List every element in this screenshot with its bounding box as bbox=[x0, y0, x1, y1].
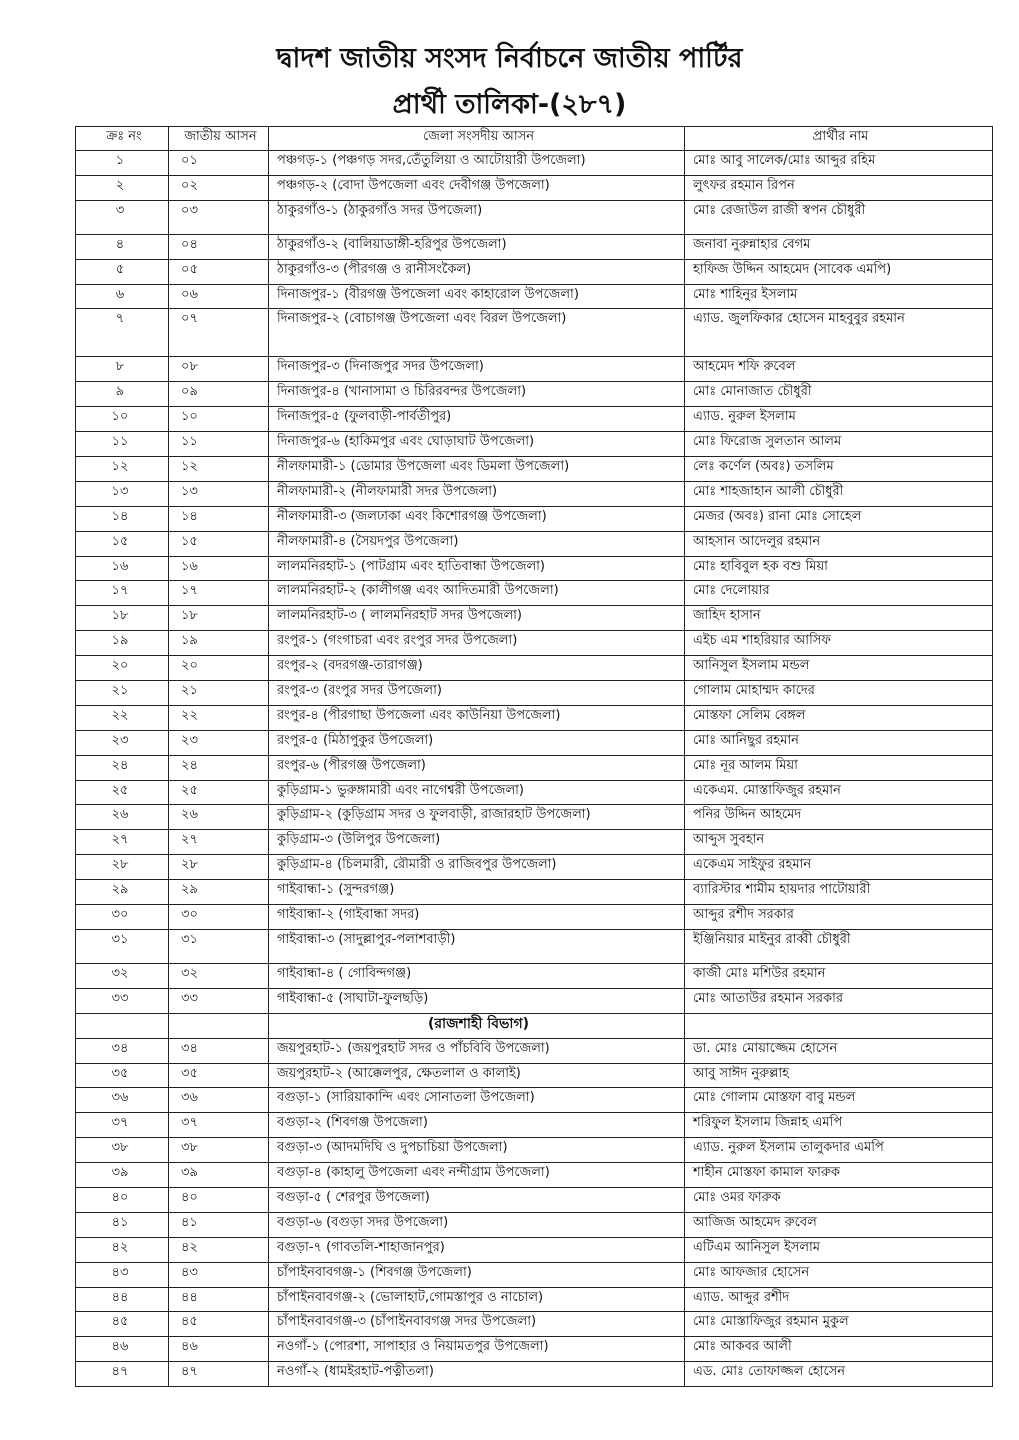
table-row bbox=[76, 905, 993, 930]
table-row bbox=[76, 1287, 993, 1312]
seat-number-cell: ০২ bbox=[169, 175, 269, 200]
seat-number-cell: ০৫ bbox=[169, 259, 269, 284]
district-seat-cell: ঠাকুরগাঁও-৩ (পীরগঞ্জ ও রানীসংকৈল) bbox=[269, 259, 685, 284]
empty-cell bbox=[685, 1013, 993, 1038]
candidate-name-cell: মোঃ হাবিবুল হক বশু মিয়া bbox=[685, 556, 993, 581]
candidate-name-cell: হাফিজ উদ্দিন আহমেদ (সাবেক এমপি) bbox=[685, 259, 993, 284]
candidate-name-cell: এইচ এম শাহরিয়ার আসিফ bbox=[685, 631, 993, 656]
candidate-name-cell: মোঃ শাহিনুর ইসলাম bbox=[685, 284, 993, 309]
empty-cell bbox=[76, 1013, 169, 1038]
table-row bbox=[76, 1187, 993, 1212]
seat-number-cell: ৩৪ bbox=[169, 1038, 269, 1063]
serial-cell: ৪০ bbox=[76, 1187, 169, 1212]
seat-number-cell: ১৫ bbox=[169, 531, 269, 556]
serial-cell: ৪ bbox=[76, 234, 169, 259]
district-seat-cell: নীলফামারী-১ (ডোমার উপজেলা এবং ডিমলা উপজেলা) bbox=[269, 457, 685, 482]
district-seat-cell: জয়পুরহাট-১ (জয়পুরহাট সদর ও পাঁচবিবি উপজেলা) bbox=[269, 1038, 685, 1063]
seat-number-cell: ৪৫ bbox=[169, 1312, 269, 1337]
serial-cell: ৫ bbox=[76, 259, 169, 284]
candidate-name-cell: একেএম সাইফুর রহমান bbox=[685, 855, 993, 880]
candidate-name-cell: জনাবা নুরুন্নাহার বেগম bbox=[685, 234, 993, 259]
seat-number-cell: ১২ bbox=[169, 457, 269, 482]
district-seat-cell: কুড়িগ্রাম-৩ (উলিপুর উপজেলা) bbox=[269, 830, 685, 855]
seat-number-cell: ২১ bbox=[169, 681, 269, 706]
seat-number-cell: ০৩ bbox=[169, 200, 269, 234]
candidate-name-cell: শাহীন মোস্তফা কামাল ফারুক bbox=[685, 1163, 993, 1188]
candidate-name-cell: মোঃ আনিছুর রহমান bbox=[685, 730, 993, 755]
serial-cell: ১৬ bbox=[76, 556, 169, 581]
district-seat-cell: নীলফামারী-৪ (সৈয়দপুর উপজেলা) bbox=[269, 531, 685, 556]
seat-number-cell: ৪৩ bbox=[169, 1262, 269, 1287]
candidate-name-cell: আজিজ আহমেদ রুবেল bbox=[685, 1212, 993, 1237]
serial-cell: ৩১ bbox=[76, 929, 169, 963]
table-row bbox=[76, 1163, 993, 1188]
district-seat-cell: লালমনিরহাট-২ (কালীগঞ্জ এবং আদিতমারী উপজেলা) bbox=[269, 581, 685, 606]
candidate-table bbox=[75, 126, 993, 1387]
table-row bbox=[76, 432, 993, 457]
seat-number-cell: ৩১ bbox=[169, 929, 269, 963]
table-row bbox=[76, 1038, 993, 1063]
serial-cell: ৪৭ bbox=[76, 1362, 169, 1387]
district-seat-cell: দিনাজপুর-৪ (খানাসামা ও চিরিরবন্দর উপজেলা) bbox=[269, 382, 685, 407]
district-seat-cell: বগুড়া-৪ (কাহালু উপজেলা এবং নন্দীগ্রাম উপজেলা) bbox=[269, 1163, 685, 1188]
serial-cell: ৪১ bbox=[76, 1212, 169, 1237]
table-row bbox=[76, 631, 993, 656]
district-seat-cell: নীলফামারী-৩ (জলঢাকা এবং কিশোরগঞ্জ উপজেলা) bbox=[269, 506, 685, 531]
candidate-name-cell: মোঃ আবু সালেক/মোঃ আব্দুর রহিম bbox=[685, 151, 993, 176]
serial-cell: ৭ bbox=[76, 309, 169, 357]
section-title: (রাজশাহী বিভাগ) bbox=[269, 1013, 685, 1038]
district-seat-cell: রংপুর-৬ (পীরগঞ্জ উপজেলা) bbox=[269, 755, 685, 780]
seat-number-cell: ২৪ bbox=[169, 755, 269, 780]
serial-cell: ৩০ bbox=[76, 905, 169, 930]
table-row bbox=[76, 681, 993, 706]
table-row bbox=[76, 780, 993, 805]
seat-number-cell: ২৯ bbox=[169, 880, 269, 905]
table-row bbox=[76, 656, 993, 681]
candidate-name-cell: মোঃ মোনাজাত চৌধুরী bbox=[685, 382, 993, 407]
district-seat-cell: কুড়িগ্রাম-২ (কুড়িগ্রাম সদর ও ফুলবাড়ী, রাজারহাট উপজেলা) bbox=[269, 805, 685, 830]
serial-cell: ২৯ bbox=[76, 880, 169, 905]
district-seat-cell: বগুড়া-৭ (গাবতলি-শাহাজানপুর) bbox=[269, 1237, 685, 1262]
candidate-name-cell: এড. মোঃ তোফাজ্জল হোসেন bbox=[685, 1362, 993, 1387]
serial-cell: ১ bbox=[76, 151, 169, 176]
seat-number-cell: ৩৫ bbox=[169, 1063, 269, 1088]
serial-cell: ৩৫ bbox=[76, 1063, 169, 1088]
table-row bbox=[76, 1237, 993, 1262]
table-row bbox=[76, 506, 993, 531]
district-seat-cell: গাইবান্ধা-৪ ( গোবিন্দগঞ্জ) bbox=[269, 963, 685, 988]
seat-number-cell: ৩৮ bbox=[169, 1138, 269, 1163]
district-seat-cell: রংপুর-১ (গংগাচরা এবং রংপুর সদর উপজেলা) bbox=[269, 631, 685, 656]
district-seat-cell: বগুড়া-৫ ( শেরপুর উপজেলা) bbox=[269, 1187, 685, 1212]
candidate-name-cell: এ্যাড. নুরুল ইসলাম তালুকদার এমপি bbox=[685, 1138, 993, 1163]
serial-cell: ৩৯ bbox=[76, 1163, 169, 1188]
candidate-name-cell: এ্যাড. আব্দুর রশীদ bbox=[685, 1287, 993, 1312]
candidate-name-cell: আহসান আদেলুর রহমান bbox=[685, 531, 993, 556]
seat-number-cell: ০৮ bbox=[169, 357, 269, 382]
table-row bbox=[76, 151, 993, 176]
district-seat-cell: পঞ্চগড়-১ (পঞ্চগড় সদর,তেঁতুলিয়া ও আটোয়ারী উপজেলা) bbox=[269, 151, 685, 176]
table-row bbox=[76, 855, 993, 880]
table-row bbox=[76, 284, 993, 309]
table-row bbox=[76, 1312, 993, 1337]
table-row bbox=[76, 830, 993, 855]
candidate-name-cell: আব্দুস সুবহান bbox=[685, 830, 993, 855]
document-title: দ্বাদশ জাতীয় সংসদ নির্বাচনে জাতীয় পার্টির bbox=[276, 43, 743, 74]
candidate-name-cell: মোঃ আফজার হোসেন bbox=[685, 1262, 993, 1287]
table-row bbox=[76, 556, 993, 581]
candidate-name-cell: আব্দুর রশীদ সরকার bbox=[685, 905, 993, 930]
seat-number-cell: ২৭ bbox=[169, 830, 269, 855]
table-row bbox=[76, 963, 993, 988]
serial-cell: ৩৬ bbox=[76, 1088, 169, 1113]
serial-cell: ৬ bbox=[76, 284, 169, 309]
serial-cell: ৩৭ bbox=[76, 1113, 169, 1138]
table-row bbox=[76, 1212, 993, 1237]
district-seat-cell: বগুড়া-৩ (আদমদিঘি ও দুপচাচিয়া উপজেলা) bbox=[269, 1138, 685, 1163]
table-row bbox=[76, 606, 993, 631]
district-seat-cell: পঞ্চগড়-২ (বোদা উপজেলা এবং দেবীগঞ্জ উপজেলা) bbox=[269, 175, 685, 200]
serial-cell: ৩৮ bbox=[76, 1138, 169, 1163]
serial-cell: ৪২ bbox=[76, 1237, 169, 1262]
table-row bbox=[76, 880, 993, 905]
seat-number-cell: ০১ bbox=[169, 151, 269, 176]
table-row bbox=[76, 481, 993, 506]
serial-cell: ১৯ bbox=[76, 631, 169, 656]
seat-number-cell: ০৭ bbox=[169, 309, 269, 357]
candidate-name-cell: আবু সাঈদ নুরুল্লাহ bbox=[685, 1063, 993, 1088]
table-row bbox=[76, 1337, 993, 1362]
seat-number-cell: ৩০ bbox=[169, 905, 269, 930]
candidate-name-cell: মোঃ গোলাম মোস্তফা বাবু মন্ডল bbox=[685, 1088, 993, 1113]
table-row bbox=[76, 457, 993, 482]
section-row bbox=[76, 1013, 993, 1038]
table-row bbox=[76, 175, 993, 200]
serial-cell: ১৮ bbox=[76, 606, 169, 631]
seat-number-cell: ৩৩ bbox=[169, 988, 269, 1013]
table-row bbox=[76, 581, 993, 606]
serial-cell: ১০ bbox=[76, 407, 169, 432]
district-seat-cell: লালমনিরহাট-৩ ( লালমনিরহাট সদর উপজেলা) bbox=[269, 606, 685, 631]
table-row bbox=[76, 357, 993, 382]
serial-cell: ৯ bbox=[76, 382, 169, 407]
district-seat-cell: কুড়িগ্রাম-১ ভুরুঙ্গামারী এবং নাগেশ্বরী উপজেলা) bbox=[269, 780, 685, 805]
serial-cell: ৪৩ bbox=[76, 1262, 169, 1287]
serial-cell: ৪৪ bbox=[76, 1287, 169, 1312]
candidate-name-cell: মোঃ শাহজাহান আলী চৌধুরী bbox=[685, 481, 993, 506]
table-header-row bbox=[76, 127, 993, 151]
seat-number-cell: ১৪ bbox=[169, 506, 269, 531]
candidate-name-cell: গোলাম মোহাম্মদ কাদের bbox=[685, 681, 993, 706]
table-row bbox=[76, 988, 993, 1013]
candidate-name-cell: কাজী মোঃ মশিউর রহমান bbox=[685, 963, 993, 988]
serial-cell: ৩২ bbox=[76, 963, 169, 988]
col-header-seat-number: জাতীয় আসন bbox=[169, 127, 269, 151]
serial-cell: ৮ bbox=[76, 357, 169, 382]
seat-number-cell: ৩৯ bbox=[169, 1163, 269, 1188]
district-seat-cell: গাইবান্ধা-২ (গাইবান্ধা সদর) bbox=[269, 905, 685, 930]
candidate-name-cell: জাহিদ হাসান bbox=[685, 606, 993, 631]
seat-number-cell: ১৬ bbox=[169, 556, 269, 581]
candidate-name-cell: আনিসুল ইসলাম মন্ডল bbox=[685, 656, 993, 681]
table-row bbox=[76, 1063, 993, 1088]
district-seat-cell: নওগাঁ-২ (ধামইরহাট-পত্নীতলা) bbox=[269, 1362, 685, 1387]
district-seat-cell: বগুড়া-২ (শিবগঞ্জ উপজেলা) bbox=[269, 1113, 685, 1138]
seat-number-cell: ১৩ bbox=[169, 481, 269, 506]
empty-cell bbox=[169, 1013, 269, 1038]
candidate-name-cell: শরিফুল ইসলাম জিন্নাহ এমপি bbox=[685, 1113, 993, 1138]
seat-number-cell: ২২ bbox=[169, 705, 269, 730]
table-row bbox=[76, 407, 993, 432]
table-row bbox=[76, 1362, 993, 1387]
candidate-name-cell: এ্যাড. জুলফিকার হোসেন মাহবুবুর রহমান bbox=[685, 309, 993, 357]
document-subtitle: প্রার্থী তালিকা-(২৮৭) bbox=[392, 89, 627, 120]
district-seat-cell: রংপুর-৩ (রংপুর সদর উপজেলা) bbox=[269, 681, 685, 706]
serial-cell: ১৫ bbox=[76, 531, 169, 556]
serial-cell: ৪৫ bbox=[76, 1312, 169, 1337]
seat-number-cell: ১১ bbox=[169, 432, 269, 457]
seat-number-cell: ১৭ bbox=[169, 581, 269, 606]
seat-number-cell: ০৯ bbox=[169, 382, 269, 407]
district-seat-cell: রংপুর-৪ (পীরগাছা উপজেলা এবং কাউনিয়া উপজেলা) bbox=[269, 705, 685, 730]
seat-number-cell: ১০ bbox=[169, 407, 269, 432]
district-seat-cell: নওগাঁ-১ (পোরশা, সাপাহার ও নিয়ামতপুর উপজেলা) bbox=[269, 1337, 685, 1362]
serial-cell: ৩৩ bbox=[76, 988, 169, 1013]
table-row bbox=[76, 200, 993, 234]
district-seat-cell: দিনাজপুর-৬ (হাকিমপুর এবং ঘোড়াঘাট উপজেলা) bbox=[269, 432, 685, 457]
serial-cell: ৩ bbox=[76, 200, 169, 234]
seat-number-cell: ৪৪ bbox=[169, 1287, 269, 1312]
candidate-name-cell: মোঃ রেজাউল রাজী স্বপন চৌধুরী bbox=[685, 200, 993, 234]
candidate-name-cell: আহমেদ শফি রুবেল bbox=[685, 357, 993, 382]
serial-cell: ৪৬ bbox=[76, 1337, 169, 1362]
candidate-name-cell: মোঃ ওমর ফারুক bbox=[685, 1187, 993, 1212]
table-row bbox=[76, 805, 993, 830]
serial-cell: ২১ bbox=[76, 681, 169, 706]
seat-number-cell: ৪১ bbox=[169, 1212, 269, 1237]
serial-cell: ১৩ bbox=[76, 481, 169, 506]
serial-cell: ২৪ bbox=[76, 755, 169, 780]
table-row bbox=[76, 1088, 993, 1113]
serial-cell: ২৮ bbox=[76, 855, 169, 880]
district-seat-cell: দিনাজপুর-১ (বীরগঞ্জ উপজেলা এবং কাহারোল উপজেলা) bbox=[269, 284, 685, 309]
candidate-name-cell: ডা. মোঃ মোয়াজ্জেম হোসেন bbox=[685, 1038, 993, 1063]
seat-number-cell: ৪২ bbox=[169, 1237, 269, 1262]
seat-number-cell: ৪০ bbox=[169, 1187, 269, 1212]
table-row bbox=[76, 929, 993, 963]
candidate-name-cell: মেজর (অবঃ) রানা মোঃ সোহেল bbox=[685, 506, 993, 531]
candidate-name-cell: লুৎফর রহমান রিপন bbox=[685, 175, 993, 200]
candidate-name-cell: লেঃ কর্ণেল (অবঃ) তসলিম bbox=[685, 457, 993, 482]
candidate-name-cell: একেএম. মোস্তাফিজুর রহমান bbox=[685, 780, 993, 805]
table-row bbox=[76, 1262, 993, 1287]
district-seat-cell: দিনাজপুর-৩ (দিনাজপুর সদর উপজেলা) bbox=[269, 357, 685, 382]
district-seat-cell: চাঁপাইনবাবগঞ্জ-১ (শিবগঞ্জ উপজেলা) bbox=[269, 1262, 685, 1287]
candidate-name-cell: এ্যাড. নুরুল ইসলাম bbox=[685, 407, 993, 432]
table-row bbox=[76, 1113, 993, 1138]
serial-cell: ২২ bbox=[76, 705, 169, 730]
serial-cell: ৩৪ bbox=[76, 1038, 169, 1063]
district-seat-cell: জয়পুরহাট-২ (আক্কেলপুর, ক্ষেতলাল ও কালাই) bbox=[269, 1063, 685, 1088]
candidate-name-cell: মোঃ দেলোয়ার bbox=[685, 581, 993, 606]
seat-number-cell: ২৬ bbox=[169, 805, 269, 830]
seat-number-cell: ৪৬ bbox=[169, 1337, 269, 1362]
candidate-name-cell: মোঃ আতাউর রহমান সরকার bbox=[685, 988, 993, 1013]
table-row bbox=[76, 730, 993, 755]
district-seat-cell: চাঁপাইনবাবগঞ্জ-২ (ভোলাহাট,গোমস্তাপুর ও নাচোল) bbox=[269, 1287, 685, 1312]
seat-number-cell: ০৪ bbox=[169, 234, 269, 259]
candidate-name-cell: ব্যারিস্টার শামীম হায়দার পাটোয়ারী bbox=[685, 880, 993, 905]
district-seat-cell: লালমনিরহাট-১ (পাটগ্রাম এবং হাতিবান্ধা উপজেলা) bbox=[269, 556, 685, 581]
district-seat-cell: নীলফামারী-২ (নীলফামারী সদর উপজেলা) bbox=[269, 481, 685, 506]
district-seat-cell: ঠাকুরগাঁও-১ (ঠাকুরগাঁও সদর উপজেলা) bbox=[269, 200, 685, 234]
district-seat-cell: কুড়িগ্রাম-৪ (চিলমারী, রৌমারী ও রাজিবপুর উপজেলা) bbox=[269, 855, 685, 880]
district-seat-cell: চাঁপাইনবাবগঞ্জ-৩ (চাঁপাইনবাবগঞ্জ সদর উপজেলা) bbox=[269, 1312, 685, 1337]
district-seat-cell: দিনাজপুর-২ (বোচাগঞ্জ উপজেলা এবং বিরল উপজেলা) bbox=[269, 309, 685, 357]
table-row bbox=[76, 234, 993, 259]
serial-cell: ২০ bbox=[76, 656, 169, 681]
seat-number-cell: ৩৬ bbox=[169, 1088, 269, 1113]
candidate-name-cell: মোঃ মোস্তাফিজুর রহমান মুকুল bbox=[685, 1312, 993, 1337]
district-seat-cell: রংপুর-৫ (মিঠাপুকুর উপজেলা) bbox=[269, 730, 685, 755]
seat-number-cell: ৩২ bbox=[169, 963, 269, 988]
district-seat-cell: রংপুর-২ (বদরগঞ্জ-তারাগঞ্জ) bbox=[269, 656, 685, 681]
serial-cell: ১৭ bbox=[76, 581, 169, 606]
candidate-name-cell: মোঃ ফিরোজ সুলতান আলম bbox=[685, 432, 993, 457]
seat-number-cell: ১৯ bbox=[169, 631, 269, 656]
seat-number-cell: ২৮ bbox=[169, 855, 269, 880]
table-row bbox=[76, 755, 993, 780]
col-header-serial: ক্রঃ নং bbox=[76, 127, 169, 151]
district-seat-cell: গাইবান্ধা-৫ (সাঘাটা-ফুলছড়ি) bbox=[269, 988, 685, 1013]
district-seat-cell: ঠাকুরগাঁও-২ (বালিয়াডাঙ্গী-হরিপুর উপজেলা) bbox=[269, 234, 685, 259]
district-seat-cell: দিনাজপুর-৫ (ফুলবাড়ী-পার্বতীপুর) bbox=[269, 407, 685, 432]
candidate-name-cell: মোস্তফা সেলিম বেঙ্গল bbox=[685, 705, 993, 730]
district-seat-cell: গাইবান্ধা-১ (সুন্দরগঞ্জ) bbox=[269, 880, 685, 905]
candidate-name-cell: এটিএম আনিসুল ইসলাম bbox=[685, 1237, 993, 1262]
table-row bbox=[76, 705, 993, 730]
seat-number-cell: ৪৭ bbox=[169, 1362, 269, 1387]
serial-cell: ১২ bbox=[76, 457, 169, 482]
serial-cell: ১৪ bbox=[76, 506, 169, 531]
seat-number-cell: ০৬ bbox=[169, 284, 269, 309]
col-header-candidate-name: প্রার্থীর নাম bbox=[685, 127, 993, 151]
serial-cell: ২ bbox=[76, 175, 169, 200]
table-row bbox=[76, 309, 993, 357]
district-seat-cell: বগুড়া-১ (সারিয়াকান্দি এবং সোনাতলা উপজেলা) bbox=[269, 1088, 685, 1113]
candidate-name-cell: পনির উদ্দিন আহমেদ bbox=[685, 805, 993, 830]
table-row bbox=[76, 1138, 993, 1163]
table-row bbox=[76, 259, 993, 284]
table-row bbox=[76, 531, 993, 556]
serial-cell: ২৫ bbox=[76, 780, 169, 805]
candidate-name-cell: মোঃ নূর আলম মিয়া bbox=[685, 755, 993, 780]
table-row bbox=[76, 382, 993, 407]
candidate-name-cell: ইঞ্জিনিয়ার মাইনুর রাব্বী চৌধুরী bbox=[685, 929, 993, 963]
seat-number-cell: ১৮ bbox=[169, 606, 269, 631]
serial-cell: ২৭ bbox=[76, 830, 169, 855]
district-seat-cell: গাইবান্ধা-৩ (সাদুল্লাপুর-পলাশবাড়ী) bbox=[269, 929, 685, 963]
candidate-name-cell: মোঃ আকবর আলী bbox=[685, 1337, 993, 1362]
district-seat-cell: বগুড়া-৬ (বগুড়া সদর উপজেলা) bbox=[269, 1212, 685, 1237]
seat-number-cell: ২৫ bbox=[169, 780, 269, 805]
col-header-district-seat: জেলা সংসদীয় আসন bbox=[269, 127, 685, 151]
serial-cell: ২৩ bbox=[76, 730, 169, 755]
seat-number-cell: ৩৭ bbox=[169, 1113, 269, 1138]
seat-number-cell: ২০ bbox=[169, 656, 269, 681]
serial-cell: ২৬ bbox=[76, 805, 169, 830]
seat-number-cell: ২৩ bbox=[169, 730, 269, 755]
serial-cell: ১১ bbox=[76, 432, 169, 457]
